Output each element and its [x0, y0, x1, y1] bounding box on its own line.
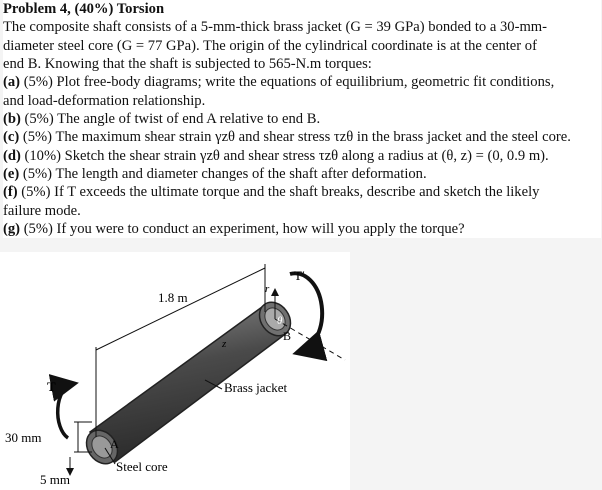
end-a-label: A — [110, 437, 119, 451]
coord-z-label: z — [222, 338, 227, 350]
part-f-cont: failure mode. — [3, 202, 81, 219]
brass-jacket-label: Brass jacket — [224, 380, 288, 395]
part-c: (c) (5%) The maximum shear strain γzθ and shear stress τzθ in the brass jacket and the steel core. — [3, 129, 571, 146]
problem-title: Problem 4, (40%) Torsion — [3, 1, 165, 17]
jacket-dimension-label: 5 mm — [40, 472, 70, 487]
length-label: 1.8 m — [158, 290, 188, 305]
intro-line-3: end B. Knowing that the shaft is subjected to 565-N.m torques: — [3, 56, 372, 73]
part-e: (e) (5%) The length and diameter changes of the shaft after deformation. — [3, 166, 427, 183]
intro-line-2: diameter steel core (G = 77 GPa). The origin of the cylindrical coordinate is at the center of — [3, 37, 537, 54]
part-d: (d) (10%) Sketch the shear strain γzθ and shear stress τzθ along a radius at (θ, z) = (0, 0.9 m). — [3, 147, 549, 164]
part-a-cont: and load-deformation relationship. — [3, 92, 206, 109]
torque-left-label: T — [47, 379, 56, 394]
part-f: (f) (5%) If T exceeds the ultimate torque and the shaft breaks, describe and sketch the likely — [3, 184, 540, 201]
coord-theta-label: θ — [277, 315, 283, 327]
part-g: (g) (5%) If you were to conduct an experiment, how will you apply the torque? — [3, 221, 465, 238]
part-b: (b) (5%) The angle of twist of end A relative to end B. — [3, 111, 321, 128]
torque-right-label: T′ — [294, 268, 305, 283]
steel-core-label: Steel core — [116, 459, 168, 474]
coord-r-label: r — [265, 283, 270, 295]
problem-text — [3, 0, 601, 238]
intro-line-1: The composite shaft consists of a 5-mm-thick brass jacket (G = 39 GPa) bonded to a 30-mm- — [3, 19, 548, 36]
end-b-label: B — [283, 329, 292, 343]
part-a: (a) (5%) Plot free-body diagrams; write the equations of equilibrium, geometric fit conditions, — [3, 74, 555, 91]
core-dimension-label: 30 mm — [5, 430, 42, 445]
shaft-figure — [0, 252, 602, 490]
